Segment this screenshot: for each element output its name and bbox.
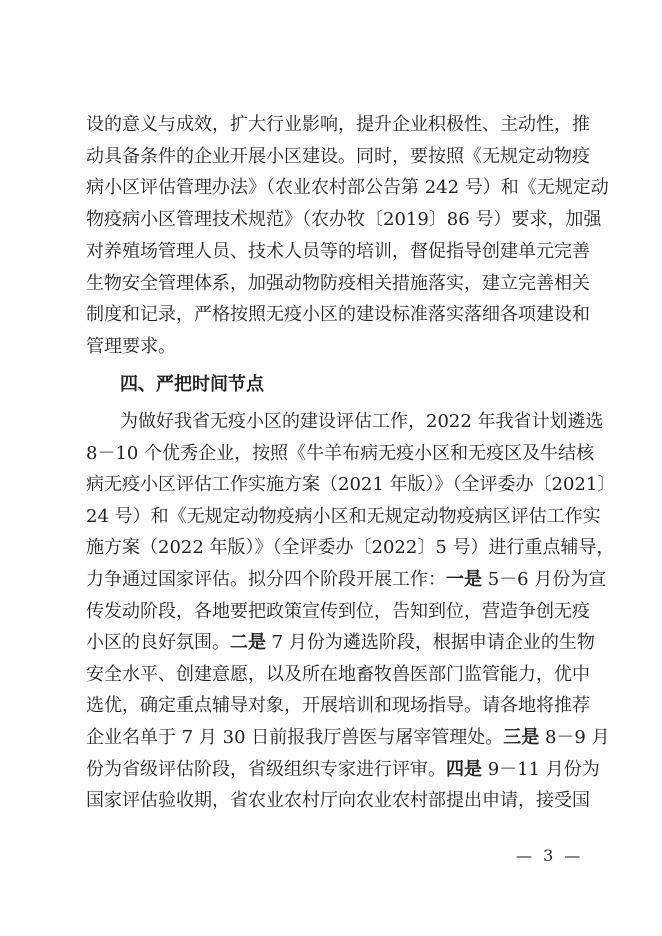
text-segment: 对养殖场管理人员、技术人员等的培训，督促指导创建单元完善 <box>86 240 590 262</box>
text-segment: 病小区评估管理办法》（农业农村部公告第 242 号）和《无规定动 <box>86 177 609 199</box>
text-segment: 份为省级评估阶段，省级组织专家进行评审。 <box>86 758 446 780</box>
text-line <box>86 726 610 750</box>
text-segment: 设的意义与成效，扩大行业影响，提升企业积极性、主动性，推 <box>86 114 590 135</box>
text-segment: 国家评估验收期，省农业农村厅向农业农村部提出申请，接受国 <box>86 790 590 812</box>
text-segment: 24 号）和《无规定动物疫病小区和无规定动物疫病区评估工作实 <box>86 505 601 527</box>
text-segment: 7 月份为遴选阶段，根据申请企业的生物 <box>266 632 595 654</box>
text-line <box>86 208 602 232</box>
text-segment: 为做好我省无疫小区的建设评估工作，2022 年我省计划遴选 <box>120 411 604 432</box>
text-line <box>86 473 616 497</box>
text-line <box>120 410 604 434</box>
text-line <box>86 240 590 264</box>
text-segment: 小区的良好氛围。 <box>86 632 230 654</box>
text-line <box>86 789 590 813</box>
bold-text: 二是 <box>230 632 266 654</box>
text-segment: 传发动阶段，各地要把政策宣传到位，告知到位，营造争创无疫 <box>86 600 590 622</box>
text-line <box>86 758 600 782</box>
bold-text: 四是 <box>446 758 482 780</box>
text-line <box>86 113 590 137</box>
text-segment: 制度和记录，严格按照无疫小区的建设标准落实落细各项建设和 <box>86 304 590 326</box>
text-segment: 选优，确定重点辅导对象，开展培训和现场指导。请各地将推荐 <box>86 695 590 717</box>
text-line <box>86 176 609 200</box>
text-line <box>86 335 577 359</box>
text-line <box>86 694 590 718</box>
text-line <box>86 631 595 655</box>
text-segment: 9－11 月份为 <box>482 758 600 780</box>
text-segment: 力争通过国家评估。拟分四个阶段开展工作： <box>86 569 446 590</box>
text-line <box>86 145 590 169</box>
text-line <box>86 272 590 296</box>
text-segment: 动具备条件的企业开展小区建设。同时，要按照《无规定动物疫 <box>86 145 590 167</box>
text-line <box>86 536 615 560</box>
text-segment: 5－6 月份为宣 <box>482 569 607 590</box>
text-line <box>86 600 590 624</box>
text-line <box>86 303 590 327</box>
bold-text: 三是 <box>503 727 540 748</box>
text-segment: 生物安全管理体系，加强动物防疫相关措施落实，建立完善相关 <box>86 272 590 294</box>
text-line <box>86 568 607 592</box>
text-segment: 病无疫小区评估工作实施方案（2021 年版）》（全评委办〔2021〕 <box>86 474 616 496</box>
text-line <box>86 442 595 466</box>
text-segment: 企业名单于 7 月 30 日前报我厅兽医与屠宰管理处。 <box>86 727 504 748</box>
text-line <box>86 505 601 529</box>
text-segment: 物疫病小区管理技术规范》（农办牧〔2019〕86 号）要求，加强 <box>86 209 602 231</box>
section-heading: 四、严把时间节点 <box>120 374 264 395</box>
bold-text: 一是 <box>446 569 482 590</box>
text-segment: 安全水平、创建意愿，以及所在地畜牧兽医部门监管能力，优中 <box>86 663 590 685</box>
text-line <box>86 663 590 687</box>
text-segment: 8－9 月 <box>539 727 610 748</box>
text-segment: 施方案（2022 年版）》（全评委办〔2022〕5 号）进行重点辅导， <box>86 537 615 559</box>
page-number: — 3 — <box>516 846 584 865</box>
text-segment: 管理要求。 <box>86 335 176 357</box>
text-segment: 8－10 个优秀企业，按照《牛羊布病无疫小区和无疫区及牛结核 <box>86 442 595 464</box>
